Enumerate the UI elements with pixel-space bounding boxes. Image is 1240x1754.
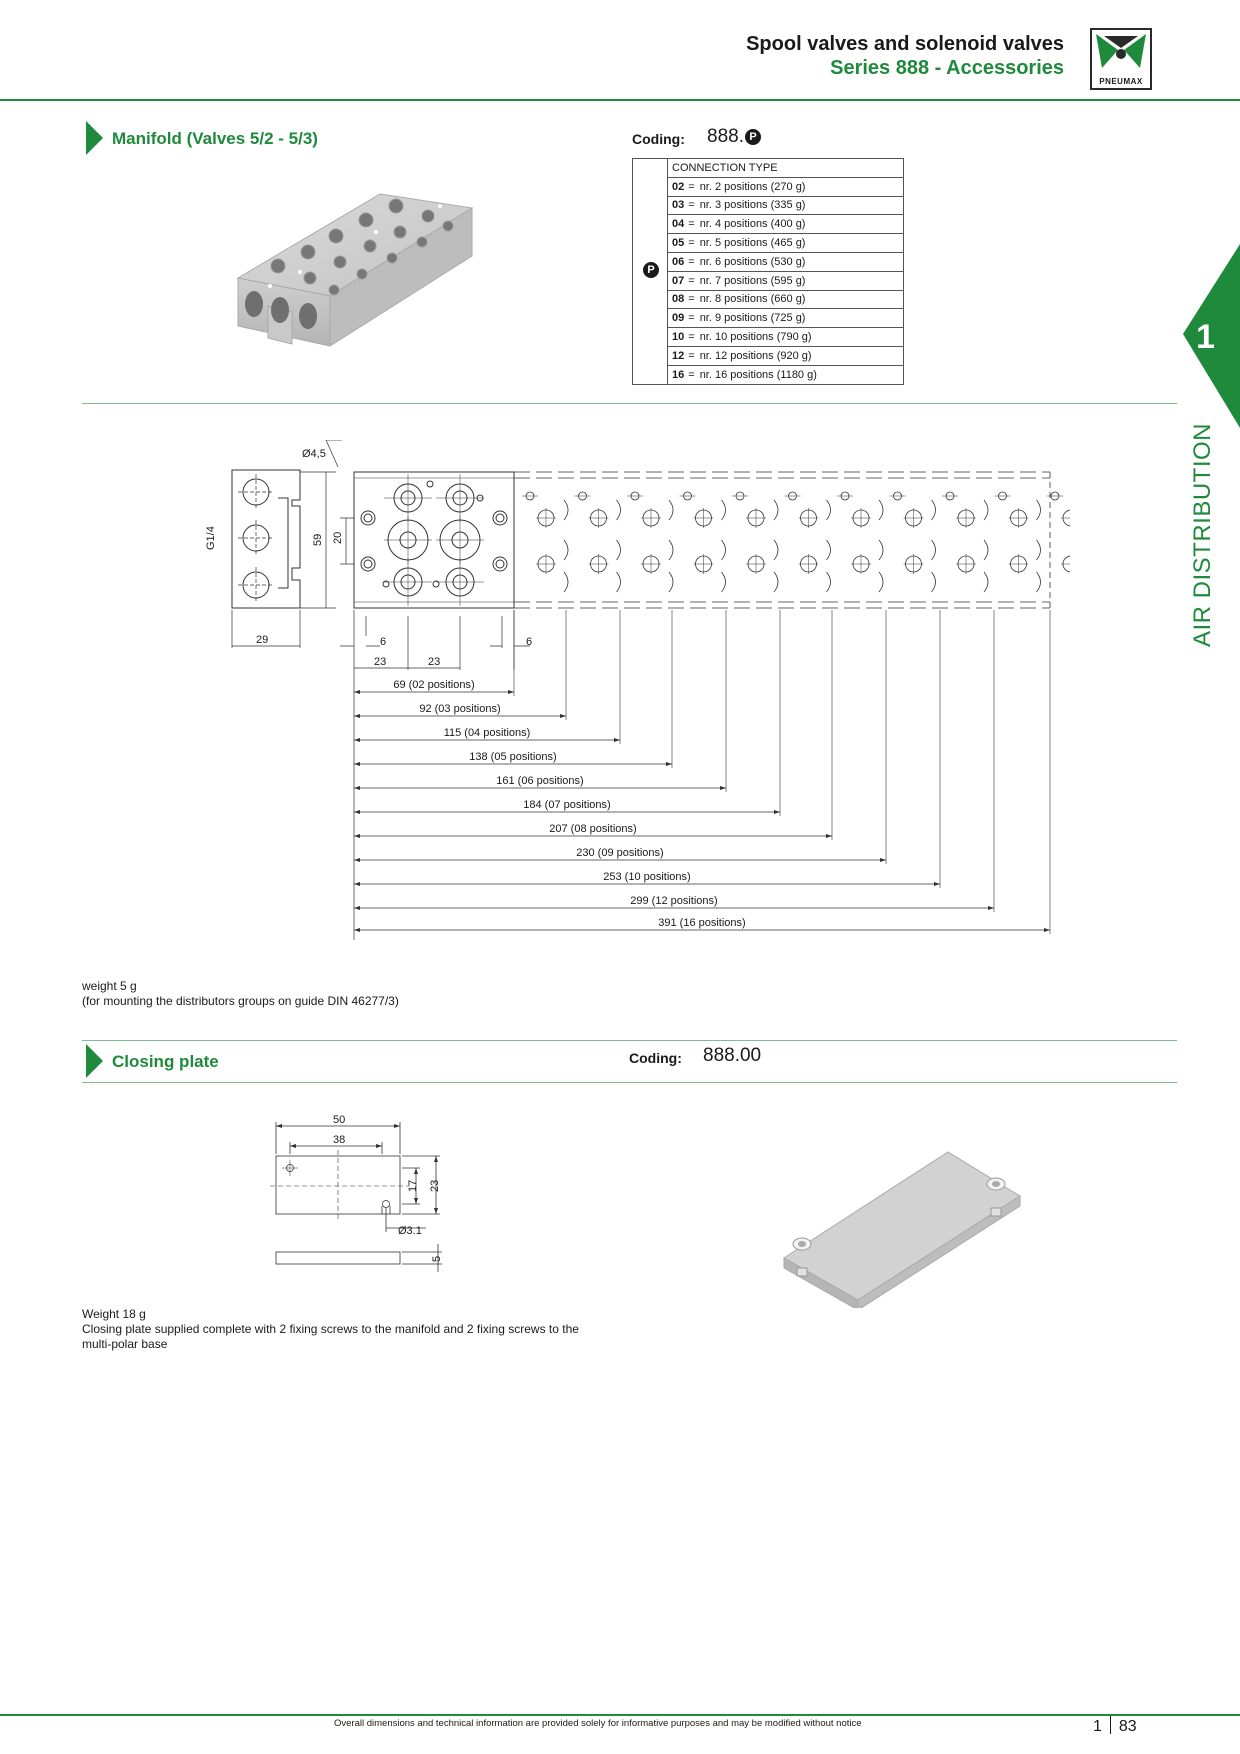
section-divider <box>82 1040 1177 1041</box>
connection-separator: = <box>688 180 695 193</box>
connection-code: 05 <box>672 237 685 250</box>
plate-dim-38-label: 38 <box>333 1134 346 1146</box>
dim-59-label: 59 <box>312 533 324 546</box>
closing-plate-weight: Weight 18 g <box>82 1307 146 1321</box>
port-arc <box>932 500 936 592</box>
footer-disclaimer: Overall dimensions and technical information are provided solely for informative purposes and may be modified without notice <box>334 1718 862 1729</box>
mounting-hole-inner <box>496 560 504 568</box>
dim-29-label: 29 <box>256 634 269 646</box>
port-arc <box>827 500 831 592</box>
page-separator <box>1110 1716 1111 1734</box>
connection-code: 04 <box>672 218 685 231</box>
connection-code: 08 <box>672 293 685 306</box>
length-label: 184 (07 positions) <box>523 799 611 811</box>
port-arc <box>669 500 673 592</box>
connection-description: nr. 6 positions (530 g) <box>699 255 806 268</box>
table-row <box>633 290 904 309</box>
side-view-slot <box>278 498 288 588</box>
connection-separator: = <box>688 349 695 362</box>
plate-dim-17-label: 17 <box>407 1179 419 1192</box>
length-label: 138 (05 positions) <box>469 751 557 763</box>
connection-cell <box>668 290 904 309</box>
center-mark <box>522 496 556 574</box>
center-mark <box>436 558 484 606</box>
closing-plate-dimension-drawing <box>260 1108 460 1278</box>
header-title: Spool valves and solenoid valves <box>746 33 1064 55</box>
manifold-coding-value <box>707 126 761 148</box>
connection-description: nr. 10 positions (790 g) <box>699 331 812 344</box>
center-mark <box>837 496 871 574</box>
center-mark <box>384 474 432 522</box>
pneumax-logo <box>1090 28 1152 90</box>
table-header: CONNECTION TYPE <box>668 159 904 178</box>
closing-plate-description-cont: multi-polar base <box>82 1337 168 1351</box>
chapter-label-text: AIR DISTRIBUTION <box>1189 422 1216 648</box>
dim-20-label: 20 <box>332 531 344 544</box>
dim-6-left-label: 6 <box>380 636 387 648</box>
connection-cell <box>668 328 904 347</box>
manifold-mounting-note: (for mounting the distributors groups on guide DIN 46277/3) <box>82 994 399 1008</box>
connection-description: nr. 16 positions (1180 g) <box>699 368 817 381</box>
length-label: 115 (04 positions) <box>443 727 531 739</box>
length-label: 391 (16 positions) <box>658 917 746 929</box>
manifold-weight: weight 5 g <box>82 979 137 993</box>
dim-23-second-label: 23 <box>428 656 441 668</box>
center-mark <box>785 496 819 574</box>
connection-description: nr. 12 positions (920 g) <box>699 349 812 362</box>
table-row <box>633 346 904 365</box>
dim-6-right-label: 6 <box>526 636 533 648</box>
mounting-hole-inner <box>364 560 372 568</box>
logo-mark-icon <box>1092 30 1150 74</box>
manifold-title: Manifold (Valves 5/2 - 5/3) <box>112 129 318 148</box>
connection-separator: = <box>688 368 695 381</box>
connection-separator: = <box>688 274 695 287</box>
connection-separator: = <box>688 199 695 212</box>
leader-line <box>326 440 342 467</box>
connection-code: 12 <box>672 349 685 362</box>
header-subtitle: Series 888 - Accessories <box>830 57 1064 79</box>
fixing-hole <box>383 1201 390 1208</box>
plate-dim-23-label: 23 <box>429 1179 441 1192</box>
header-rule <box>0 99 1240 101</box>
closing-plate-illustration <box>778 1148 1028 1308</box>
length-label: 230 (09 positions) <box>576 847 664 859</box>
manifold-illustration <box>230 186 490 376</box>
connection-code: 06 <box>672 255 685 268</box>
connection-cell <box>668 252 904 271</box>
plate-side-view <box>276 1252 400 1264</box>
closing-coding-label: Coding: <box>629 1050 682 1066</box>
center-mark <box>680 496 714 574</box>
section-divider <box>82 403 1177 404</box>
center-mark <box>890 496 924 574</box>
connection-code: 03 <box>672 199 685 212</box>
hole-diameter-label: Ø4,5 <box>302 448 326 460</box>
closing-plate-description: Closing plate supplied complete with 2 fixing screws to the manifold and 2 fixing screws to the <box>82 1322 579 1336</box>
center-mark <box>384 558 432 606</box>
connection-cell <box>668 271 904 290</box>
repeat-outline <box>514 472 1050 608</box>
center-mark <box>995 496 1029 574</box>
connection-cell <box>668 346 904 365</box>
table-row <box>633 365 904 384</box>
connection-description: nr. 9 positions (725 g) <box>699 312 806 325</box>
connection-code: 02 <box>672 180 685 193</box>
table-row <box>633 252 904 271</box>
length-label: 253 (10 positions) <box>603 871 691 883</box>
connection-code: 09 <box>672 312 685 325</box>
connection-cell <box>668 309 904 328</box>
connection-separator: = <box>688 218 695 231</box>
port-arc <box>879 500 883 592</box>
center-mark <box>732 496 766 574</box>
closing-coding-value: 888.00 <box>703 1045 762 1066</box>
connection-description: nr. 7 positions (595 g) <box>699 274 806 287</box>
mounting-hole <box>361 557 375 571</box>
connection-description: nr. 2 positions (270 g) <box>699 180 806 193</box>
center-mark <box>627 496 661 574</box>
thread-label: G1/4 <box>205 526 217 550</box>
connection-cell <box>668 196 904 215</box>
pilot-hole <box>427 481 433 487</box>
center-mark <box>575 496 609 574</box>
center-mark <box>942 496 976 574</box>
connection-description: nr. 8 positions (660 g) <box>699 293 806 306</box>
chapter-number: 1 <box>1196 318 1215 356</box>
center-mark <box>1047 496 1070 574</box>
connection-separator: = <box>688 237 695 250</box>
chapter-ref: 1 <box>1093 1718 1102 1735</box>
connection-separator: = <box>688 331 695 344</box>
port-arc <box>1037 500 1041 592</box>
length-label: 161 (06 positions) <box>496 775 584 787</box>
section-arrow-icon <box>86 121 103 155</box>
section-arrow-icon <box>86 1044 103 1078</box>
section-divider <box>82 1082 1177 1083</box>
connection-separator: = <box>688 255 695 268</box>
manifold-coding-label: Coding: <box>632 131 685 147</box>
connection-cell <box>668 215 904 234</box>
center-mark <box>384 516 432 564</box>
connection-code: 07 <box>672 274 685 287</box>
mounting-hole <box>361 511 375 525</box>
port-arc <box>774 500 778 592</box>
length-label: 69 (02 positions) <box>393 679 475 691</box>
manifold-dimension-drawing <box>190 440 1070 940</box>
table-row <box>633 215 904 234</box>
connection-separator: = <box>688 293 695 306</box>
mounting-hole-inner <box>364 514 372 522</box>
table-row <box>633 196 904 215</box>
port-arc <box>564 500 568 592</box>
plate-dim-50-label: 50 <box>333 1114 346 1126</box>
front-view-outline <box>354 472 514 608</box>
page-ref: 83 <box>1118 1718 1137 1735</box>
table-row <box>633 328 904 347</box>
table-row <box>633 309 904 328</box>
p-column-symbol-icon: P <box>643 262 659 278</box>
connection-type-table <box>632 158 904 385</box>
connection-description: nr. 3 positions (335 g) <box>699 199 806 212</box>
port-arc <box>984 500 988 592</box>
page-number <box>1093 1716 1137 1736</box>
mounting-hole <box>493 557 507 571</box>
side-view-profile <box>232 470 300 608</box>
length-label: 299 (12 positions) <box>630 895 718 907</box>
connection-code: 16 <box>672 368 685 381</box>
manifold-weight-note <box>82 979 399 1009</box>
footer-rule <box>0 1714 1240 1716</box>
logo-text: PNEUMAX <box>1099 77 1143 86</box>
connection-separator: = <box>688 312 695 325</box>
connection-cell <box>668 177 904 196</box>
plate-dim-5-label: 5 <box>431 1255 443 1262</box>
table-header-row <box>633 159 904 178</box>
port-arc <box>617 500 621 592</box>
length-label: 92 (03 positions) <box>419 703 501 715</box>
table-row <box>633 234 904 253</box>
connection-code: 10 <box>672 331 685 344</box>
plate-hole-label: Ø3.1 <box>398 1225 422 1237</box>
table-row <box>633 177 904 196</box>
dim-23-first-label: 23 <box>374 656 387 668</box>
p-symbol-icon: P <box>745 129 761 145</box>
chapter-label <box>1183 422 1223 648</box>
length-label: 207 (08 positions) <box>549 823 637 835</box>
mounting-hole-inner <box>496 514 504 522</box>
table-row <box>633 271 904 290</box>
closing-plate-note <box>82 1307 579 1352</box>
closing-plate-title: Closing plate <box>112 1052 219 1071</box>
connection-cell <box>668 234 904 253</box>
connection-description: nr. 5 positions (465 g) <box>699 237 806 250</box>
connection-cell <box>668 365 904 384</box>
mounting-hole <box>493 511 507 525</box>
port-arc <box>722 500 726 592</box>
connection-description: nr. 4 positions (400 g) <box>699 218 806 231</box>
manifold-coding-prefix: 888. <box>707 126 744 147</box>
center-mark <box>436 516 484 564</box>
